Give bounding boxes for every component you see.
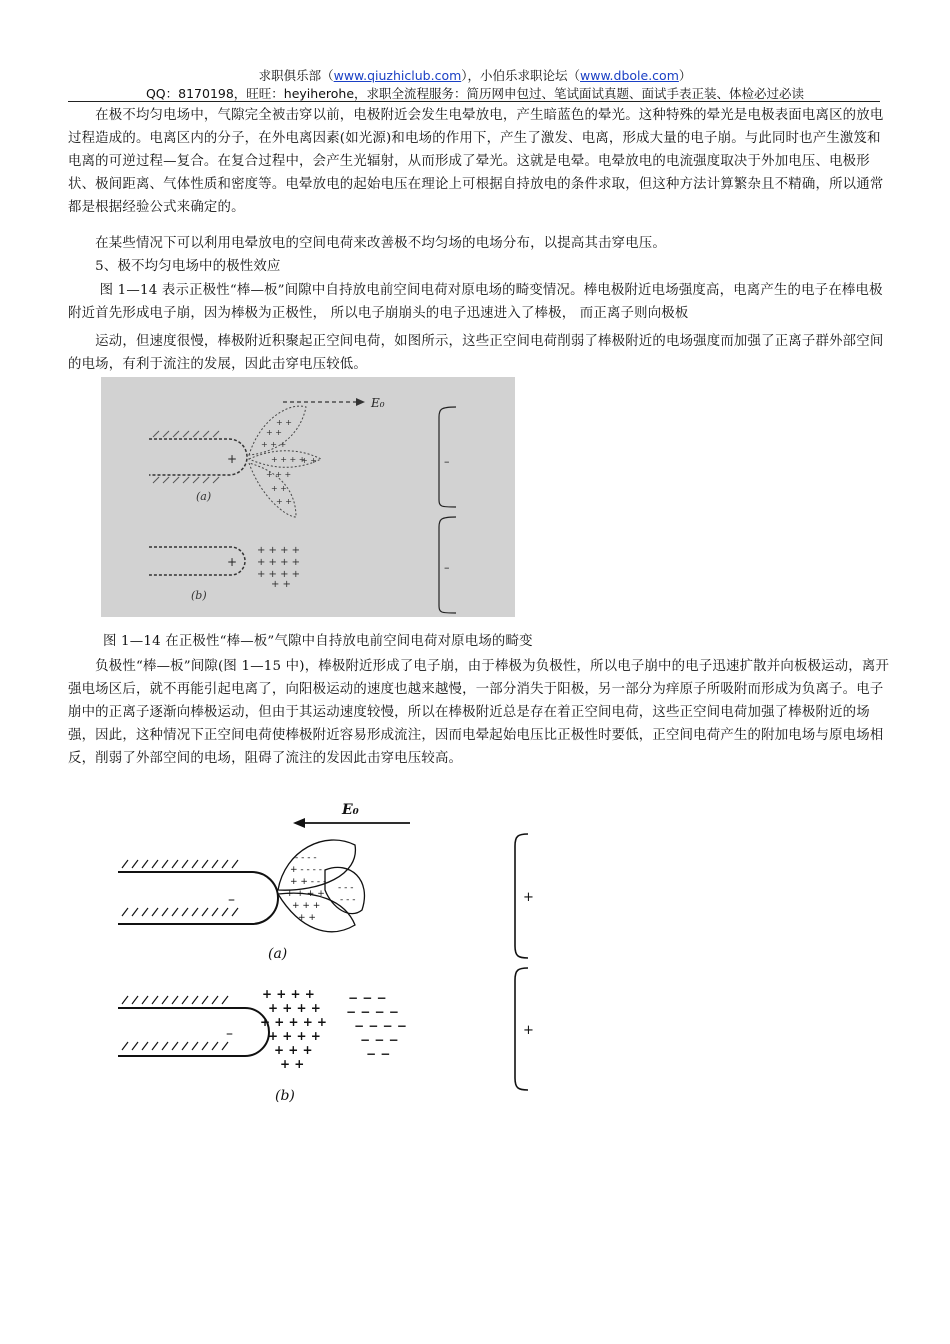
paragraph-corona: 在极不均匀电场中，气隙完全被击穿以前，电极附近会发生电晕放电，产生暗蓝色的晕光。这种特殊的晕光是电极表面电离区的放电过程造成的。电离区内的分子，在外电离因素(如光源)和电场的作用下，产生了激发、电离，形成大量的电子崩。与此同时也产生激笈和电离的可逆过程—复合。在复合过程中，会产生光辐射，从而形成了晕光。这就是电晕。电晕放电的电流强度取决于外加电压、电极形状、极间距离、气体性质和密度等。电晕放电的起始电压在理论上可根据自持放电的条件求取，但这种方法计算繁杂且不精确，所以通常都是根据经验公式来确定的。 xyxy=(68,108,884,215)
svg-text:+ + + +: + + + + xyxy=(257,557,301,568)
rod-sign-b-2: – xyxy=(226,1026,233,1042)
svg-text:+ +: + + xyxy=(280,1057,305,1071)
svg-text:+ + + +: + + + + xyxy=(268,1029,321,1043)
svg-text:+ +: + + xyxy=(301,456,317,465)
field-label-e0-2: E₀ xyxy=(342,802,359,818)
svg-text:+ +: + + xyxy=(271,579,291,590)
svg-text:− −: − − xyxy=(366,1047,391,1061)
qiuzhiclub-link[interactable]: www.qiuzhiclub.com xyxy=(333,68,462,83)
paragraph-negative-polarity: 负极性“棒—板”间隙(图 1—15 中)，棒极附近形成了电子崩，由于棒极为负极性，所以电子崩中的电子迅速扩散并向板极运动，离开强电场区后，就不再能引起电离了，向阳极运动的速度也越来越慢，一部分消失于阳极，另一部分为痒原子所吸附而形成为负离子。电子崩中的正离子逐渐向棒极运动，但由于其运动速度较慢，所以在棒极附近总是存在着正空间电荷，这些正空间电荷加强了棒极附近的场强，因此，这种情况下正空间电荷使棒极附近容易形成流注，因而电晕起始电压比正极性时要低，正空间电荷产生的附加电场与原电场相反，削弱了外部空间的电场，阻碍了流注的发因此击穿电压较高。 xyxy=(68,659,890,766)
figure-1-15 xyxy=(110,790,540,1110)
field-label-e0: E₀ xyxy=(371,396,385,410)
plate-sign-b-2: + xyxy=(523,1023,534,1038)
paragraph-positive-motion: 运动，但速度很慢，棒极附近积聚起正空间电荷，如图所示，这些正空间电荷削弱了棒极附近的电场强度而加强了正离子群外部空间的电场，有利于流注的发展，因此击穿电压较低。 xyxy=(68,334,884,372)
plate-sign-a-2: + xyxy=(523,890,534,905)
rod-sign-a-2: – xyxy=(228,892,235,908)
svg-text:+ +: + + xyxy=(266,428,282,437)
header-text: 求职俱乐部（ xyxy=(258,68,334,83)
svg-text:+ + +: + + + xyxy=(266,470,292,479)
header-line-1 xyxy=(0,66,950,84)
figure-1-14-caption: 图 1—14 在正极性“棒—板”气隙中自持放电前空间电荷对原电场的畸变 xyxy=(103,634,533,649)
svg-text:+ + + +: + + + + xyxy=(268,1001,321,1015)
dbole-link[interactable]: www.dbole.com xyxy=(580,68,679,83)
plate-sign-a: – xyxy=(444,455,450,468)
plate-sign-b: – xyxy=(444,561,450,574)
svg-text:− − − −: − − − − xyxy=(346,1005,399,1019)
svg-text:+ +: + + xyxy=(276,497,292,506)
header-text: ） xyxy=(678,68,692,83)
header-line-2: QQ：8170198，旺旺：heyiherohe，求职全流程服务：简历网申包过、笔试面试真题、面试手表正装、体检必过必读 xyxy=(145,86,805,101)
figure-1-14 xyxy=(101,377,515,617)
svg-text:- - -: - - - xyxy=(340,895,356,905)
paragraph-positive-polarity: 图 1—14 表示正极性“棒—板”间隙中自持放电前空间电荷对原电场的畸变情况。棒电极附近电场强度高，电离产生的电子在棒电极附近首先形成电子崩，因为棒极为正极性， 所以电子崩崩头的电子迅速进入了棒极， 而正离子则向极板 xyxy=(68,283,883,321)
header-text: ），小伯乐求职论坛（ xyxy=(461,68,581,83)
svg-text:+ +: + + xyxy=(271,484,287,493)
svg-text:− − − −: − − − − xyxy=(354,1019,407,1033)
svg-text:+ +: + + xyxy=(276,418,292,427)
section-heading-polarity: 5、极不均匀电场中的极性效应 xyxy=(68,259,281,274)
svg-text:+ + +: + + + xyxy=(261,440,287,449)
figure2-label-b: (b) xyxy=(275,1088,295,1104)
svg-text:+ + + +: + + + + xyxy=(262,987,315,1001)
svg-text:+ + + + +: + + + + + xyxy=(260,1015,327,1029)
svg-text:+ + +: + + + xyxy=(274,1043,313,1057)
svg-text:+ + + +: + + + + xyxy=(257,569,301,580)
figure1-label-b: (b) xyxy=(191,589,207,602)
svg-text:+ - - - -: + - - - - xyxy=(290,865,322,875)
svg-text:+ + +: + + + xyxy=(292,901,321,911)
svg-text:+ + + +: + + + + xyxy=(286,889,325,899)
rod-sign-a: + xyxy=(227,452,238,466)
header-rule xyxy=(68,101,880,102)
paragraph-space-charge: 在某些情况下可以利用电晕放电的空间电荷来改善极不均匀场的电场分布，以提高其击穿电压。 xyxy=(68,236,666,251)
svg-text:- - - -: - - - - xyxy=(295,853,317,863)
svg-text:+ +: + + xyxy=(298,913,316,923)
figure1-label-a: (a) xyxy=(196,490,212,503)
rod-sign-b: + xyxy=(227,555,238,569)
svg-text:- - -: - - - xyxy=(338,883,354,893)
figure2-label-a: (a) xyxy=(268,946,288,962)
svg-text:− − −: − − − xyxy=(360,1033,399,1047)
svg-text:+ + + +: + + + + xyxy=(257,545,301,556)
svg-text:+ + + +: + + + + xyxy=(271,455,306,464)
svg-text:− − −: − − − xyxy=(348,991,387,1005)
svg-text:+ + - - -: + + - - - xyxy=(290,877,327,887)
